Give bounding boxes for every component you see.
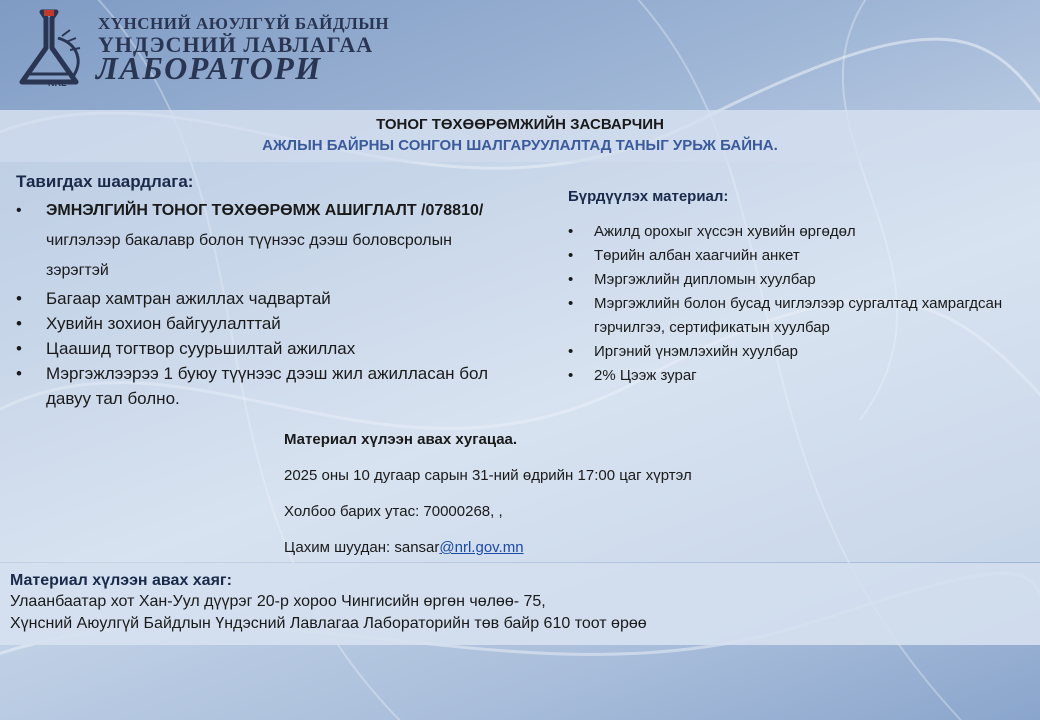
org-name-line2: ҮНДЭСНИЙ ЛАВЛАГАА: [98, 32, 374, 57]
address-line1: Улаанбаатар хот Хан-Уул дүүрэг 20-р хороо Чингисийн өргөн чөлөө- 75,: [10, 593, 546, 610]
contact-email: [284, 538, 884, 558]
bullet: •: [568, 343, 574, 360]
bullet: •: [568, 247, 574, 264]
material-item: [568, 292, 1028, 340]
requirement-text: Багаар хамтран ажиллах чадвартай: [46, 289, 331, 308]
address-section: [0, 563, 1040, 645]
material-item: [568, 244, 1028, 268]
material-item: [568, 340, 1028, 364]
bullet: •: [16, 202, 22, 219]
address-line2: Хүнсний Аюулгүй Байдлын Үндэсний Лавлагаа Лабораторийн төв байр 610 тоот өрөө: [10, 615, 647, 632]
email-label: Цахим шуудан: sansar: [284, 539, 440, 556]
title-band: [0, 110, 1040, 162]
material-text: Ажилд орохыг хүссэн хувийн өргөдөл: [594, 223, 856, 240]
materials-heading: Бүрдүүлэх материал:: [568, 188, 729, 205]
bullet: •: [568, 223, 574, 240]
material-text: Мэргэжлийн болон бусад чиглэлээр сургалтад хамрагдсан гэрчилгээ, сертификатын хуулбар: [594, 295, 1003, 336]
svg-text:NRL: NRL: [48, 78, 67, 88]
job-title: ТОНОГ ТӨХӨӨРӨМЖИЙН ЗАСВАРЧИН: [376, 116, 664, 133]
requirement-text: Мэргэжлээрээ 1 буюу түүнээс дээш жил ажилласан бол давуу тал болно.: [46, 364, 489, 408]
material-text: Мэргэжлийн дипломын хуулбар: [594, 271, 816, 288]
requirement-item: [16, 361, 496, 411]
bullet: •: [16, 314, 22, 333]
main-content: [0, 162, 1040, 562]
contact-phone: Холбоо барих утас: 70000268, ,: [284, 503, 503, 520]
org-name-line3: ЛАБОРАТОРИ: [96, 50, 322, 86]
header: [0, 0, 1040, 108]
requirement-item: [16, 311, 496, 336]
materials-list: [568, 220, 1028, 388]
requirement-item: [16, 336, 496, 361]
address-heading: Материал хүлээн авах хаяг:: [10, 572, 232, 589]
lab-logo-icon: [12, 8, 98, 88]
deadline-date: 2025 оны 10 дугаар сарын 31-ний өдрийн 17:00 цаг хүртэл: [284, 467, 692, 484]
bullet: •: [16, 364, 22, 383]
bullet: •: [568, 295, 574, 312]
requirement-text: Хувийн зохион байгуулалттай: [46, 314, 281, 333]
bullet: •: [568, 271, 574, 288]
material-text: Иргэний үнэмлэхийн хуулбар: [594, 343, 799, 360]
bullet: •: [16, 339, 22, 358]
deadline-heading: Материал хүлээн авах хугацаа.: [284, 431, 518, 448]
requirement-text: Цаашид тогтвор суурьшилтай ажиллах: [46, 339, 356, 358]
bullet: •: [16, 289, 22, 308]
material-text: 2% Цээж зураг: [594, 367, 697, 384]
requirement-item: [16, 286, 496, 311]
bullet: •: [568, 367, 574, 384]
material-item: [568, 364, 1028, 388]
requirement-item: [16, 196, 496, 286]
email-link[interactable]: @nrl.gov.mn: [439, 539, 524, 556]
deadline-section: [284, 430, 884, 558]
material-item: [568, 220, 1028, 244]
material-text: Төрийн албан хаагчийн анкет: [594, 247, 800, 264]
org-name-line1: ХҮНСНИЙ АЮУЛГҮЙ БАЙДЛЫН: [98, 14, 390, 33]
invitation-subtitle: АЖЛЫН БАЙРНЫ СОНГОН ШАЛГАРУУЛАЛТАД ТАНЫГ УРЬЖ БАЙНА.: [262, 137, 778, 154]
material-item: [568, 268, 1028, 292]
requirement-text: чиглэлээр бакалавр болон түүнээс дээш боловсролын зэрэгтэй: [46, 232, 452, 279]
requirement-field: ЭМНЭЛГИЙН ТОНОГ ТӨХӨӨРӨМЖ АШИГЛАЛТ /078810/: [46, 202, 484, 219]
requirements-list: [16, 196, 496, 411]
requirements-heading: Тавигдах шаардлага:: [16, 172, 194, 191]
